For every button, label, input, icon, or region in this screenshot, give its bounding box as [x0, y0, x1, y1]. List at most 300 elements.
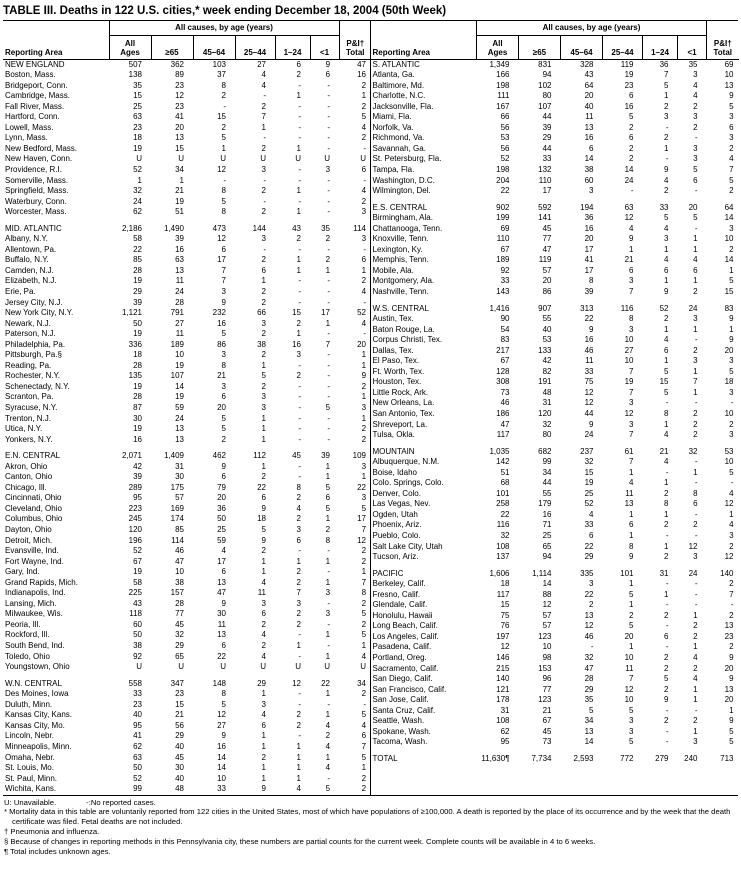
- value-cell: 191: [538, 377, 552, 387]
- value-cell: 3: [325, 588, 331, 598]
- value-cell: 2: [664, 552, 669, 562]
- value-cell: 5: [664, 387, 669, 397]
- reporting-area-cell: Washington, D.C.: [372, 175, 435, 185]
- value-cell: 2: [664, 186, 669, 196]
- value-cell: 1: [664, 478, 669, 488]
- value-cell: 67: [133, 556, 142, 566]
- value-cell: 15: [175, 699, 184, 709]
- value-cell: 3: [629, 726, 634, 736]
- value-cell: 5: [664, 80, 669, 90]
- footnote-marker: *: [4, 807, 7, 817]
- value-cell: 35: [688, 59, 698, 69]
- value-cell: 1: [261, 434, 266, 444]
- value-cell: 3: [693, 552, 698, 562]
- value-cell: 1: [361, 350, 367, 360]
- value-cell: 21: [217, 371, 226, 381]
- value-cell: -: [327, 371, 331, 381]
- value-cell: 37: [217, 70, 226, 80]
- value-cell: 12: [584, 398, 594, 408]
- value-cell: 5: [693, 164, 698, 174]
- value-cell: 9: [221, 731, 226, 741]
- value-cell: 20: [217, 403, 226, 412]
- value-cell: 204: [496, 175, 510, 185]
- table-row: [371, 367, 739, 378]
- table-row: [3, 266, 371, 277]
- value-cell: 6: [261, 493, 266, 503]
- value-cell: 16: [175, 244, 184, 254]
- value-cell: 10: [624, 653, 634, 663]
- value-cell: 1: [296, 741, 301, 751]
- value-cell: 5: [729, 101, 734, 111]
- value-cell: -: [298, 731, 301, 741]
- value-cell: 128: [496, 366, 510, 376]
- value-cell: 5: [221, 133, 226, 143]
- value-cell: -: [298, 133, 301, 143]
- value-cell: 907: [538, 303, 552, 313]
- reporting-area-cell: Scranton, Pa.: [5, 392, 54, 402]
- value-cell: 16: [542, 509, 552, 519]
- value-cell: 7: [221, 265, 226, 275]
- value-cell: 3: [693, 70, 698, 80]
- value-cell: 121: [496, 684, 510, 694]
- value-cell: 2: [361, 546, 367, 556]
- value-cell: 2: [664, 314, 669, 324]
- value-cell: 1: [325, 651, 331, 661]
- value-cell: 1: [693, 276, 698, 286]
- table-row: [3, 784, 371, 795]
- value-cell: 3: [325, 164, 331, 174]
- reporting-area-cell: Jersey City, N.J.: [5, 297, 63, 307]
- value-cell: 237: [580, 446, 594, 456]
- reporting-area-cell: Albany, N.Y.: [5, 234, 48, 244]
- value-cell: 45: [175, 619, 184, 629]
- value-cell: 114: [171, 535, 184, 545]
- table-row: [371, 489, 739, 500]
- value-cell: 1: [261, 276, 266, 286]
- value-cell: 4: [629, 478, 634, 488]
- value-cell: 2: [693, 101, 698, 111]
- value-cell: -: [694, 478, 698, 488]
- pi-header-line2: Total: [713, 47, 733, 57]
- value-cell: 2: [261, 641, 266, 651]
- value-cell: 41: [584, 255, 594, 265]
- value-cell: 9: [629, 234, 634, 244]
- value-cell: 28: [175, 297, 184, 307]
- age-group-header: All causes, by age (years): [109, 21, 339, 35]
- value-cell: 19: [133, 424, 142, 434]
- value-cell: 2: [296, 720, 301, 730]
- value-cell: 120: [128, 525, 142, 535]
- value-cell: 56: [175, 720, 184, 730]
- reporting-area-cell: Richmond, Va.: [372, 133, 425, 143]
- table-row: [371, 706, 739, 717]
- value-cell: 5: [361, 752, 367, 762]
- value-cell: 45: [175, 752, 184, 762]
- value-cell: 19: [133, 329, 142, 339]
- value-cell: -: [327, 101, 331, 111]
- value-cell: 52: [500, 154, 510, 164]
- value-cell: 2: [261, 752, 266, 762]
- footnote-text: Pneumonia and influenza.: [10, 827, 100, 837]
- value-cell: 473: [212, 223, 226, 233]
- value-cell: 4: [361, 720, 367, 730]
- value-cell: 23: [724, 631, 734, 641]
- value-cell: 47: [357, 59, 367, 69]
- reporting-area-cell: Los Angeles, Calif.: [372, 631, 439, 641]
- value-cell: 22: [584, 541, 594, 551]
- reporting-area-cell: Phoenix, Ariz.: [372, 520, 422, 530]
- value-cell: 95: [133, 720, 142, 730]
- value-cell: 3: [261, 164, 266, 174]
- value-cell: 245: [128, 514, 142, 524]
- value-cell: 2: [361, 196, 367, 206]
- value-cell: 6: [361, 731, 367, 741]
- reporting-area-cell: Bridgeport, Conn.: [5, 80, 68, 90]
- reporting-area-cell: Waterbury, Conn.: [5, 196, 67, 206]
- table-row: [3, 186, 371, 197]
- value-cell: 713: [720, 753, 734, 763]
- value-cell: 13: [724, 684, 734, 694]
- value-cell: -: [665, 705, 669, 715]
- value-cell: 12: [292, 678, 301, 688]
- value-cell: 6: [221, 472, 226, 482]
- reporting-area-cell: St. Petersburg, Fla.: [372, 154, 442, 164]
- all-ages-line2: Ages: [120, 47, 140, 57]
- value-cell: 44: [542, 478, 552, 488]
- value-cell: -: [263, 196, 266, 206]
- value-cell: 19: [624, 377, 634, 387]
- value-cell: 2: [261, 143, 266, 153]
- value-cell: 13: [724, 80, 734, 90]
- value-cell: 50: [133, 318, 142, 328]
- value-cell: 29: [542, 133, 552, 143]
- table-row: [3, 424, 371, 435]
- value-cell: 2: [729, 541, 734, 551]
- table-row: [3, 123, 371, 134]
- value-cell: 12: [624, 684, 634, 694]
- value-cell: 9: [325, 59, 331, 69]
- reporting-area-cell: Detroit, Mich.: [5, 535, 53, 545]
- value-cell: 1: [664, 356, 669, 366]
- value-cell: -: [694, 186, 698, 196]
- value-cell: 2: [261, 101, 266, 111]
- table-row: [3, 588, 371, 599]
- value-cell: 5: [221, 413, 226, 423]
- value-cell: 96: [542, 674, 552, 684]
- value-cell: 6: [296, 535, 301, 545]
- value-cell: 117: [496, 589, 510, 599]
- value-cell: 5: [261, 525, 266, 535]
- value-cell: 92: [133, 651, 142, 661]
- value-cell: -: [327, 360, 331, 370]
- value-cell: 4: [361, 122, 367, 132]
- table-row: [371, 590, 739, 601]
- value-cell: 13: [175, 133, 184, 143]
- value-cell: 2: [664, 610, 669, 620]
- value-cell: 10: [724, 457, 734, 467]
- value-cell: 5: [664, 366, 669, 376]
- reporting-area-cell: Newark, N.J.: [5, 318, 51, 328]
- value-cell: 175: [170, 482, 184, 492]
- value-cell: 24: [133, 196, 142, 206]
- value-cell: 169: [170, 503, 184, 513]
- value-cell: -: [694, 589, 698, 599]
- value-cell: 6: [261, 609, 266, 619]
- value-cell: 11: [625, 488, 634, 498]
- value-cell: 3: [664, 112, 669, 122]
- value-cell: -: [363, 699, 367, 709]
- table-row: [3, 207, 371, 218]
- value-cell: 1: [693, 324, 698, 334]
- value-cell: 7: [629, 387, 634, 397]
- table-row: [371, 542, 739, 553]
- value-cell: 2: [693, 520, 698, 530]
- value-cell: 27: [257, 59, 266, 69]
- value-cell: 75: [500, 610, 510, 620]
- value-cell: 12: [584, 387, 594, 397]
- value-cell: 13: [584, 726, 594, 736]
- value-cell: 5: [664, 674, 669, 684]
- reporting-area-cell: Cincinnati, Ohio: [5, 493, 62, 503]
- value-cell: 56: [500, 143, 510, 153]
- table-row: [371, 737, 739, 748]
- value-cell: 1: [361, 567, 367, 577]
- value-cell: 1: [361, 413, 367, 423]
- table-row: [371, 276, 739, 287]
- value-cell: 20: [217, 493, 226, 503]
- value-cell: 6: [221, 244, 226, 254]
- value-cell: 51: [175, 207, 184, 217]
- value-cell: 347: [170, 678, 184, 688]
- value-cell: 22: [584, 314, 594, 324]
- value-cell: 43: [292, 223, 301, 233]
- value-cell: 3: [221, 381, 226, 391]
- value-cell: 57: [542, 621, 552, 631]
- value-cell: 110: [496, 234, 510, 244]
- value-cell: 3: [693, 154, 698, 164]
- value-cell: 8: [325, 535, 331, 545]
- value-cell: 6: [693, 175, 698, 185]
- reporting-area-cell: San Francisco, Calif.: [372, 684, 447, 694]
- table-row: [371, 186, 739, 197]
- value-cell: 3: [729, 356, 734, 366]
- value-cell: 5: [261, 371, 266, 381]
- table-row: [3, 91, 371, 102]
- value-cell: 3: [629, 419, 634, 429]
- reporting-area-cell: El Paso, Tex.: [372, 356, 420, 366]
- reporting-area-cell: Shreveport, La.: [372, 419, 428, 429]
- value-cell: 3: [589, 186, 594, 196]
- value-cell: 59: [217, 535, 226, 545]
- value-cell: 27: [217, 720, 226, 730]
- reporting-area-cell: Peoria, Ill.: [5, 619, 41, 629]
- value-cell: 53: [500, 133, 510, 143]
- table-row: [3, 245, 371, 256]
- legend-row: [4, 798, 737, 808]
- value-cell: 6: [629, 520, 634, 530]
- value-cell: 5: [629, 705, 634, 715]
- value-cell: -: [363, 329, 367, 339]
- value-cell: -: [327, 329, 331, 339]
- value-cell: 4: [261, 651, 266, 661]
- value-cell: -: [327, 80, 331, 90]
- value-cell: 23: [133, 699, 142, 709]
- value-cell: 1: [261, 461, 266, 471]
- value-cell: 30: [133, 413, 142, 423]
- value-cell: 32: [688, 446, 698, 456]
- value-cell: 50: [133, 763, 142, 773]
- col-header-ge65: ≥65: [151, 35, 193, 59]
- value-cell: U: [178, 154, 184, 164]
- reporting-area-cell: Schenectady, N.Y.: [5, 381, 70, 391]
- value-cell: 196: [128, 535, 142, 545]
- value-cell: 4: [361, 186, 367, 196]
- value-cell: 14: [542, 579, 552, 589]
- value-cell: 34: [584, 716, 594, 726]
- value-cell: 1: [261, 763, 266, 773]
- value-cell: 1: [664, 419, 669, 429]
- footnote-text: Because of changes in reporting methods in this Pennsylvania city, these numbers are partial counts for the current week. Complete counts will be available in 4 to 6 weeks.: [10, 836, 596, 846]
- reporting-area-cell: Wichita, Kans.: [5, 784, 57, 794]
- value-cell: 3: [693, 143, 698, 153]
- reporting-area-cell: Kansas City, Kans.: [5, 710, 72, 720]
- value-cell: 77: [542, 684, 552, 694]
- reporting-area-cell: Santa Cruz, Calif.: [372, 705, 436, 715]
- value-cell: 111: [497, 91, 510, 101]
- table-row: [3, 774, 371, 785]
- value-cell: 174: [170, 514, 184, 524]
- value-cell: 107: [170, 371, 184, 381]
- value-cell: 791: [170, 308, 184, 318]
- value-cell: -: [298, 651, 301, 661]
- table-row: [371, 552, 739, 563]
- value-cell: 1: [137, 175, 142, 185]
- value-cell: 6: [629, 133, 634, 143]
- reporting-area-cell: Knoxville, Tenn.: [372, 234, 429, 244]
- region-row: [371, 298, 739, 315]
- table-row: [371, 102, 739, 113]
- value-cell: 1: [325, 318, 331, 328]
- value-cell: -: [298, 164, 301, 174]
- value-cell: -: [327, 175, 331, 185]
- table-row: [371, 81, 739, 92]
- value-cell: 1: [325, 472, 331, 482]
- value-cell: -: [694, 457, 698, 467]
- value-cell: 2: [693, 716, 698, 726]
- value-cell: 6: [221, 641, 226, 651]
- reporting-area-cell: Toledo, Ohio: [5, 651, 50, 661]
- value-cell: -: [263, 244, 266, 254]
- value-cell: 46: [584, 345, 594, 355]
- reporting-area-cell: Ogden, Utah: [372, 509, 418, 519]
- value-cell: 4: [361, 286, 367, 296]
- value-cell: 17: [217, 556, 226, 566]
- table-row: [3, 154, 371, 165]
- table-row: [3, 133, 371, 144]
- value-cell: 3: [729, 112, 734, 122]
- value-cell: 102: [538, 80, 552, 90]
- value-cell: 1: [693, 695, 698, 705]
- reporting-area-cell: Wilmington, Del.: [372, 186, 431, 196]
- table-row: [371, 457, 739, 468]
- value-cell: 1,349: [489, 59, 510, 69]
- reporting-area-cell: Tulsa, Okla.: [372, 430, 415, 440]
- value-cell: 5: [629, 112, 634, 122]
- value-cell: 22: [321, 678, 331, 688]
- value-cell: 1: [296, 207, 301, 217]
- all-ages-line2: Ages: [487, 47, 508, 57]
- value-cell: 28: [133, 360, 142, 370]
- value-cell: U: [136, 154, 142, 164]
- value-cell: 1: [296, 556, 301, 566]
- table-row: [3, 165, 371, 176]
- value-cell: 20: [357, 339, 367, 349]
- value-cell: 55: [542, 314, 552, 324]
- value-cell: 335: [580, 568, 594, 578]
- value-cell: 57: [542, 610, 552, 620]
- footnote: [4, 847, 737, 857]
- value-cell: 17: [357, 514, 367, 524]
- value-cell: 2: [261, 255, 266, 265]
- value-cell: -: [298, 630, 301, 640]
- value-cell: 15: [133, 91, 142, 101]
- value-cell: -: [327, 641, 331, 651]
- right-table-body: [371, 59, 739, 765]
- reporting-area-cell: St. Louis, Mo.: [5, 763, 54, 773]
- value-cell: 13: [217, 577, 226, 587]
- value-cell: 38: [175, 577, 184, 587]
- reporting-area-cell: Lansing, Mich.: [5, 598, 57, 608]
- value-cell: 19: [133, 143, 142, 153]
- value-cell: 16: [133, 434, 142, 444]
- value-cell: 32: [584, 653, 594, 663]
- value-cell: 2: [361, 773, 367, 783]
- value-cell: U: [136, 662, 142, 672]
- reporting-area-cell: Sacramento, Calif.: [372, 663, 439, 673]
- value-cell: U: [324, 662, 331, 672]
- value-cell: 36: [217, 503, 226, 513]
- reporting-area-cell: Trenton, N.J.: [5, 413, 51, 423]
- value-cell: 3: [261, 392, 266, 402]
- reporting-area-cell: Montgomery, Ala.: [372, 276, 435, 286]
- value-cell: 39: [133, 472, 142, 482]
- reporting-area-cell: MOUNTAIN: [372, 446, 415, 456]
- value-cell: -: [223, 175, 226, 185]
- reporting-area-cell: Tampa, Fla.: [372, 164, 415, 174]
- value-cell: 35: [584, 695, 594, 705]
- value-cell: 9: [589, 419, 594, 429]
- value-cell: 119: [538, 255, 552, 265]
- value-cell: 4: [729, 488, 734, 498]
- value-cell: 8: [221, 207, 226, 217]
- table-row: [3, 308, 371, 319]
- table-row: [371, 154, 739, 165]
- value-cell: 1: [664, 589, 669, 599]
- value-cell: 1: [325, 577, 331, 587]
- value-cell: 18: [724, 377, 734, 387]
- value-cell: -: [327, 297, 331, 307]
- reporting-area-cell: Boise, Idaho: [372, 467, 417, 477]
- footnote: [4, 807, 737, 827]
- value-cell: 1: [629, 467, 634, 477]
- value-cell: 40: [175, 741, 184, 751]
- table-row: [371, 176, 739, 187]
- value-cell: 33: [659, 202, 669, 212]
- value-cell: 15: [175, 143, 184, 153]
- value-cell: 1: [693, 684, 698, 694]
- value-cell: 4: [664, 457, 669, 467]
- value-cell: 10: [175, 350, 184, 360]
